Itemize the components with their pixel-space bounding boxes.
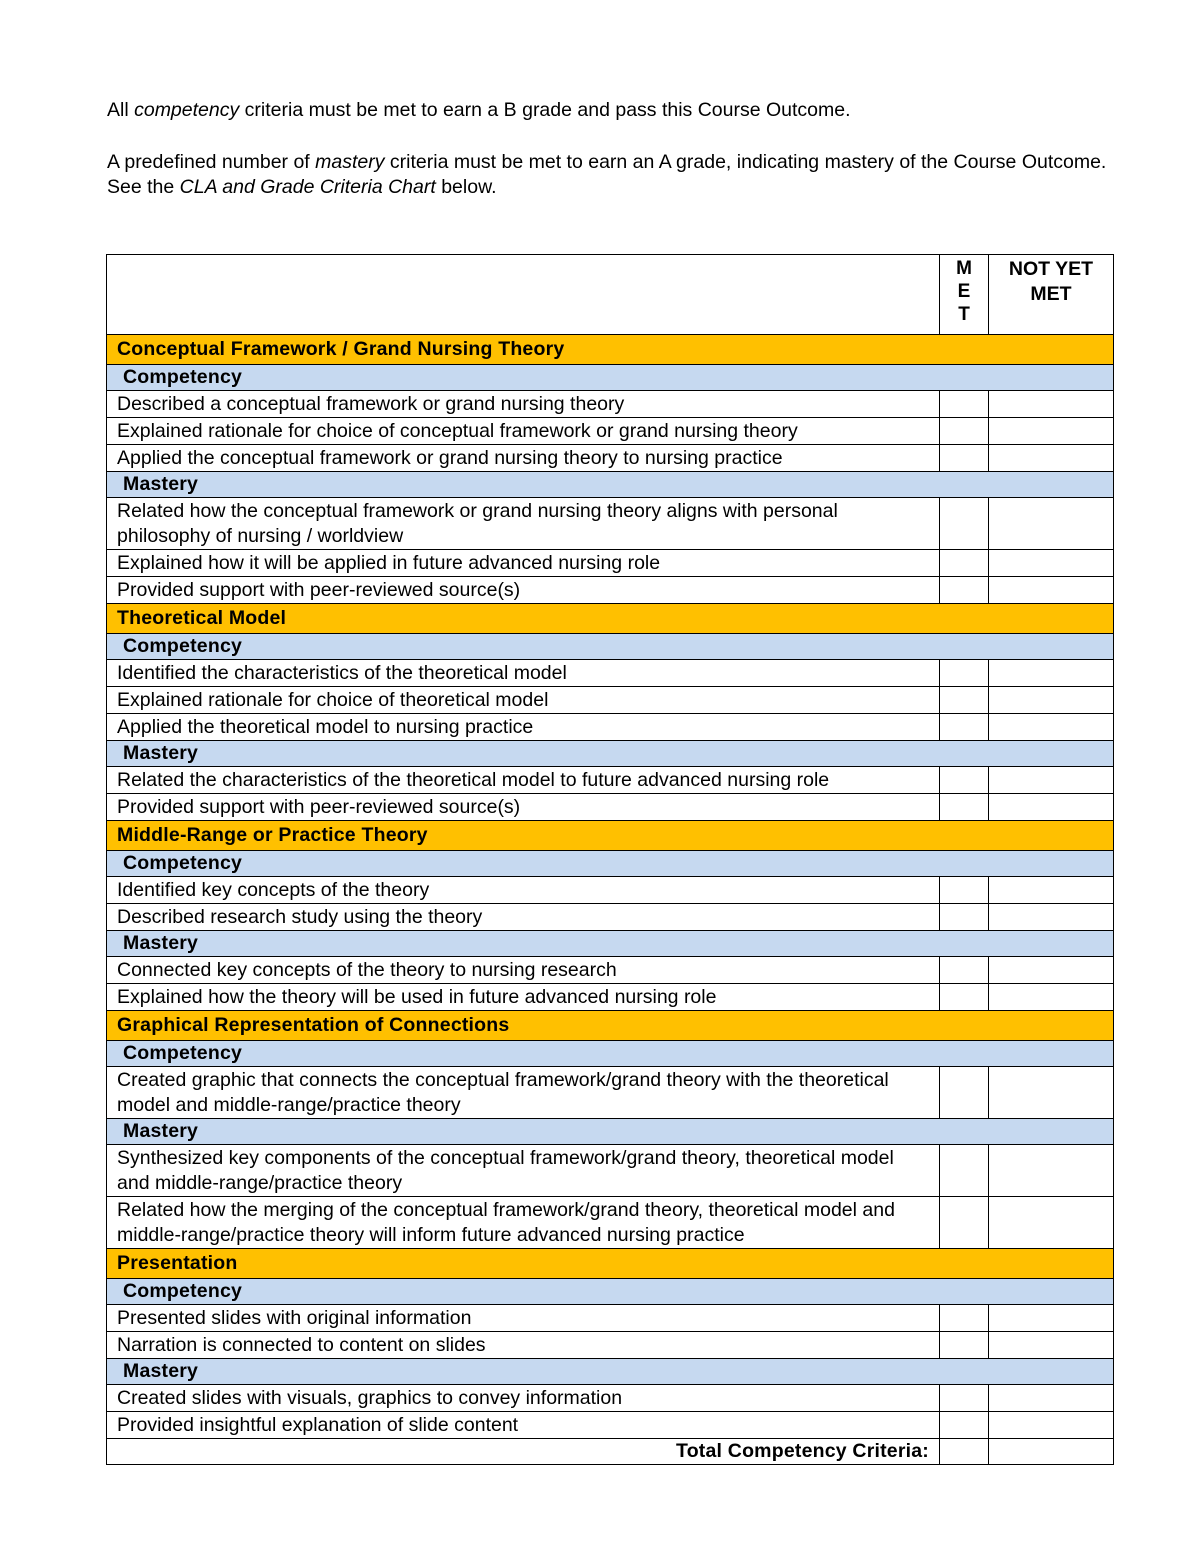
met-header: M E T — [940, 255, 989, 335]
met-checkbox-cell[interactable] — [940, 687, 989, 714]
not-yet-met-checkbox-cell[interactable] — [989, 1332, 1114, 1359]
criterion-row — [107, 687, 1114, 714]
criterion-text: Explained how the theory will be used in future advanced nursing role — [107, 984, 940, 1011]
criterion-text: Related how the conceptual framework or grand nursing theory aligns with personal philosophy of nursing / worldview — [107, 498, 940, 550]
not-yet-met-checkbox-cell[interactable] — [989, 660, 1114, 687]
met-checkbox-cell[interactable] — [940, 445, 989, 472]
criteria-table — [106, 254, 1114, 1465]
met-checkbox-cell[interactable] — [940, 418, 989, 445]
not-yet-met-checkbox-cell[interactable] — [989, 498, 1114, 550]
criterion-row — [107, 767, 1114, 794]
total-not-yet-met-cell[interactable] — [989, 1439, 1114, 1465]
criterion-row — [107, 714, 1114, 741]
mastery-subheader-row — [107, 472, 1114, 498]
met-checkbox-cell[interactable] — [940, 1197, 989, 1249]
competency-label: Competency — [107, 851, 1114, 877]
mastery-label: Mastery — [107, 1119, 1114, 1145]
not-yet-met-checkbox-cell[interactable] — [989, 767, 1114, 794]
met-checkbox-cell[interactable] — [940, 1332, 989, 1359]
not-yet-met-checkbox-cell[interactable] — [989, 957, 1114, 984]
section-header-row — [107, 604, 1114, 634]
competency-instruction: All competency criteria must be met to earn a B grade and pass this Course Outcome. — [107, 99, 851, 121]
competency-label: Competency — [107, 1279, 1114, 1305]
criterion-row — [107, 391, 1114, 418]
criterion-row — [107, 904, 1114, 931]
competency-subheader-row — [107, 365, 1114, 391]
mastery-instruction: A predefined number of mastery criteria must be met to earn an A grade, indicating mastery of the Course Outcome. See the CLA and Grade Criteria Chart below. — [107, 151, 1107, 198]
not-yet-met-checkbox-cell[interactable] — [989, 904, 1114, 931]
total-met-cell[interactable] — [940, 1439, 989, 1465]
met-checkbox-cell[interactable] — [940, 794, 989, 821]
table-header-row — [107, 255, 1114, 335]
criteria-header-cell — [107, 255, 940, 335]
met-checkbox-cell[interactable] — [940, 984, 989, 1011]
not-yet-met-checkbox-cell[interactable] — [989, 1305, 1114, 1332]
criterion-row — [107, 1067, 1114, 1119]
met-checkbox-cell[interactable] — [940, 877, 989, 904]
criterion-text: Described a conceptual framework or grand nursing theory — [107, 391, 940, 418]
not-yet-met-checkbox-cell[interactable] — [989, 984, 1114, 1011]
mastery-subheader-row — [107, 931, 1114, 957]
section-header-row — [107, 821, 1114, 851]
mastery-subheader-row — [107, 1359, 1114, 1385]
met-checkbox-cell[interactable] — [940, 1385, 989, 1412]
criterion-row — [107, 1197, 1114, 1249]
met-checkbox-cell[interactable] — [940, 550, 989, 577]
not-yet-met-checkbox-cell[interactable] — [989, 714, 1114, 741]
criterion-row — [107, 1412, 1114, 1439]
not-yet-met-checkbox-cell[interactable] — [989, 794, 1114, 821]
criterion-text: Related how the merging of the conceptual framework/grand theory, theoretical model and middle-range/practice theory will inform future advanced nursing practice — [107, 1197, 940, 1249]
not-yet-met-checkbox-cell[interactable] — [989, 687, 1114, 714]
criterion-text: Provided support with peer-reviewed source(s) — [107, 577, 940, 604]
mastery-label: Mastery — [107, 1359, 1114, 1385]
not-yet-met-checkbox-cell[interactable] — [989, 550, 1114, 577]
criterion-text: Explained how it will be applied in future advanced nursing role — [107, 550, 940, 577]
met-checkbox-cell[interactable] — [940, 1412, 989, 1439]
criterion-text: Connected key concepts of the theory to nursing research — [107, 957, 940, 984]
met-checkbox-cell[interactable] — [940, 1145, 989, 1197]
criterion-text: Synthesized key components of the conceptual framework/grand theory, theoretical model and middle-range/practice theory — [107, 1145, 940, 1197]
section-title: Presentation — [107, 1249, 1114, 1279]
section-header-row — [107, 1011, 1114, 1041]
not-yet-met-checkbox-cell[interactable] — [989, 1412, 1114, 1439]
criterion-row — [107, 1305, 1114, 1332]
criterion-row — [107, 550, 1114, 577]
criterion-row — [107, 445, 1114, 472]
competency-label: Competency — [107, 1041, 1114, 1067]
total-row — [107, 1439, 1114, 1465]
competency-subheader-row — [107, 1279, 1114, 1305]
section-title: Theoretical Model — [107, 604, 1114, 634]
met-checkbox-cell[interactable] — [940, 957, 989, 984]
met-checkbox-cell[interactable] — [940, 767, 989, 794]
instructions — [107, 98, 1107, 227]
criterion-row — [107, 1385, 1114, 1412]
criterion-text: Provided support with peer-reviewed source(s) — [107, 794, 940, 821]
not-yet-met-checkbox-cell[interactable] — [989, 1145, 1114, 1197]
criterion-text: Related the characteristics of the theoretical model to future advanced nursing role — [107, 767, 940, 794]
criterion-text: Identified key concepts of the theory — [107, 877, 940, 904]
criterion-row — [107, 498, 1114, 550]
criterion-text: Explained rationale for choice of theoretical model — [107, 687, 940, 714]
not-yet-met-checkbox-cell[interactable] — [989, 1197, 1114, 1249]
mastery-label: Mastery — [107, 741, 1114, 767]
competency-subheader-row — [107, 851, 1114, 877]
mastery-label: Mastery — [107, 931, 1114, 957]
criterion-text: Provided insightful explanation of slide content — [107, 1412, 940, 1439]
criterion-text: Identified the characteristics of the theoretical model — [107, 660, 940, 687]
not-yet-met-checkbox-cell[interactable] — [989, 877, 1114, 904]
section-title: Graphical Representation of Connections — [107, 1011, 1114, 1041]
section-title: Middle-Range or Practice Theory — [107, 821, 1114, 851]
criterion-text: Narration is connected to content on slides — [107, 1332, 940, 1359]
criterion-text: Explained rationale for choice of conceptual framework or grand nursing theory — [107, 418, 940, 445]
criterion-row — [107, 957, 1114, 984]
section-title: Conceptual Framework / Grand Nursing Theory — [107, 335, 1114, 365]
met-checkbox-cell[interactable] — [940, 577, 989, 604]
section-header-row — [107, 1249, 1114, 1279]
section-header-row — [107, 335, 1114, 365]
met-checkbox-cell[interactable] — [940, 498, 989, 550]
mastery-subheader-row — [107, 741, 1114, 767]
not-yet-met-checkbox-cell[interactable] — [989, 391, 1114, 418]
criterion-text: Described research study using the theory — [107, 904, 940, 931]
mastery-subheader-row — [107, 1119, 1114, 1145]
criterion-row — [107, 984, 1114, 1011]
met-checkbox-cell[interactable] — [940, 1067, 989, 1119]
criterion-row — [107, 877, 1114, 904]
competency-label: Competency — [107, 365, 1114, 391]
competency-subheader-row — [107, 1041, 1114, 1067]
criterion-text: Applied the theoretical model to nursing practice — [107, 714, 940, 741]
criterion-row — [107, 418, 1114, 445]
criterion-row — [107, 794, 1114, 821]
criterion-text: Created slides with visuals, graphics to convey information — [107, 1385, 940, 1412]
criterion-text: Applied the conceptual framework or grand nursing theory to nursing practice — [107, 445, 940, 472]
not-yet-met-checkbox-cell[interactable] — [989, 1067, 1114, 1119]
met-checkbox-cell[interactable] — [940, 714, 989, 741]
competency-subheader-row — [107, 634, 1114, 660]
met-checkbox-cell[interactable] — [940, 1305, 989, 1332]
criterion-text: Presented slides with original information — [107, 1305, 940, 1332]
not-yet-met-checkbox-cell[interactable] — [989, 418, 1114, 445]
criterion-row — [107, 1332, 1114, 1359]
not-yet-met-checkbox-cell[interactable] — [989, 577, 1114, 604]
criterion-row — [107, 577, 1114, 604]
criterion-text: Created graphic that connects the conceptual framework/grand theory with the theoretical model and middle-range/practice theory — [107, 1067, 940, 1119]
competency-label: Competency — [107, 634, 1114, 660]
met-checkbox-cell[interactable] — [940, 904, 989, 931]
met-checkbox-cell[interactable] — [940, 391, 989, 418]
criterion-row — [107, 660, 1114, 687]
not-yet-met-header: NOT YET MET — [989, 255, 1114, 335]
not-yet-met-checkbox-cell[interactable] — [989, 1385, 1114, 1412]
total-competency-label: Total Competency Criteria: — [107, 1439, 940, 1465]
met-checkbox-cell[interactable] — [940, 660, 989, 687]
mastery-label: Mastery — [107, 472, 1114, 498]
criterion-row — [107, 1145, 1114, 1197]
not-yet-met-checkbox-cell[interactable] — [989, 445, 1114, 472]
